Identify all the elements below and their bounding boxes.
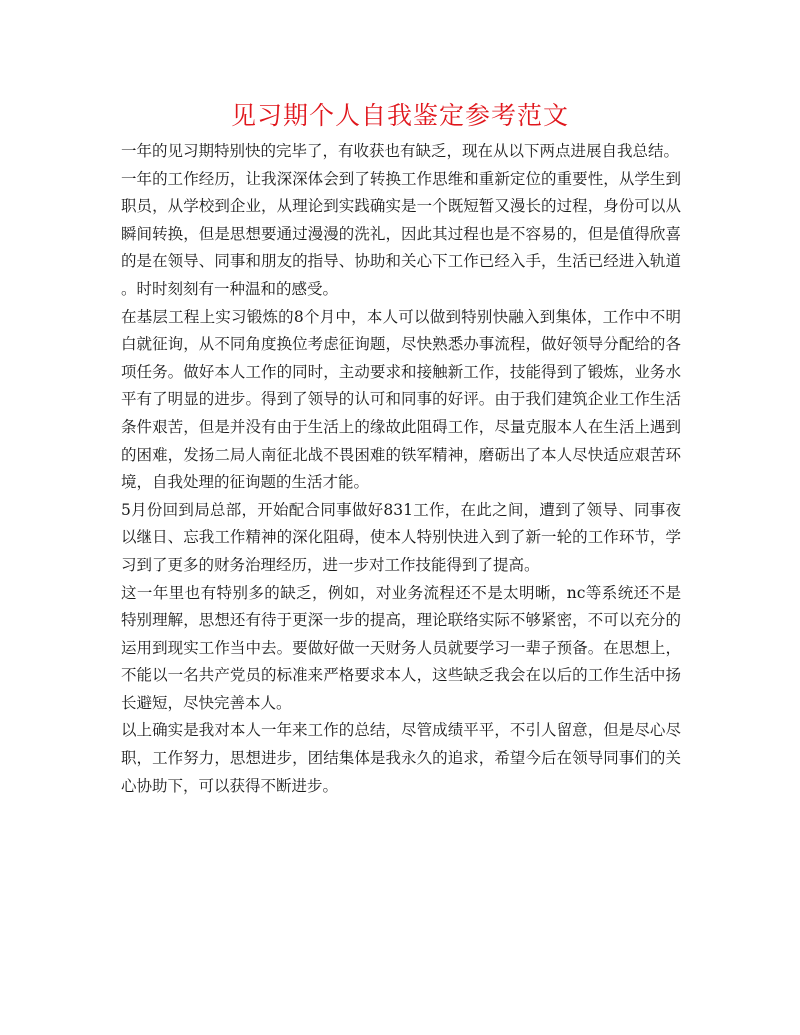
paragraph-headquarters: 5月份回到局总部，开始配合同事做好831工作，在此之间，遭到了领导、同事夜以继日、忘我工作精神的深化阻碍，使本人特别快进入到了新一轮的工作环节，学习到了更多的财务治理经历，进一步对工作技能得到了提高。	[121, 500, 681, 574]
document-body	[121, 138, 681, 800]
paragraph-intro: 一年的见习期特别快的完毕了，有收获也有缺乏，现在从以下两点进展自我总结。	[121, 142, 680, 160]
paragraph-conclusion: 以上确实是我对本人一年来工作的总结，尽管成绩平平，不引人留意，但是尽心尽职，工作努力，思想进步，团结集体是我永久的追求，希望今后在领导同事们的关心协助下，可以获得不断进步。	[121, 721, 681, 795]
paragraph-experience: 一年的工作经历，让我深深体会到了转换工作思维和重新定位的重要性，从学生到职员，从学校到企业，从理论到实践确实是一个既短暂又漫长的过程，身份可以从瞬间转换，但是思想要通过漫漫的洗礼，因此其过程也是不容易的，但是值得欣喜的是在领导、同事和朋友的指导、协助和关心下工作已经入手，生活已经进入轨道。时时刻刻有一种温和的感受。	[121, 169, 681, 298]
paragraph-internship: 在基层工程上实习锻炼的8个月中，本人可以做到特别快融入到集体，工作中不明白就征询，从不同角度换位考虑征询题，尽快熟悉办事流程，做好领导分配给的各项任务。做好本人工作的同时，主动要求和接触新工作，技能得到了锻炼，业务水平有了明显的进步。得到了领导的认可和同事的好评。由于我们建筑企业工作生活条件艰苦，但是并没有由于生活上的缘故此阻碍工作，尽量克服本人在生活上遇到的困难，发扬二局人南征北战不畏困难的铁军精神，磨砺出了本人尽快适应艰苦环境，自我处理的征询题的生活才能。	[121, 307, 681, 492]
document-title: 见习期个人自我鉴定参考范文	[230, 101, 569, 130]
paragraph-shortcomings: 这一年里也有特别多的缺乏，例如，对业务流程还不是太明晰，nc等系统还不是特别理解，思想还有待于更深一步的提高，理论联络实际不够紧密，不可以充分的运用到现实工作当中去。要做好做一天财务人员就要学习一辈子预备。在思想上，不能以一名共产党员的标准来严格要求本人，这些缺乏我会在以后的工作生活中扬长避短，尽快完善本人。	[121, 583, 681, 712]
